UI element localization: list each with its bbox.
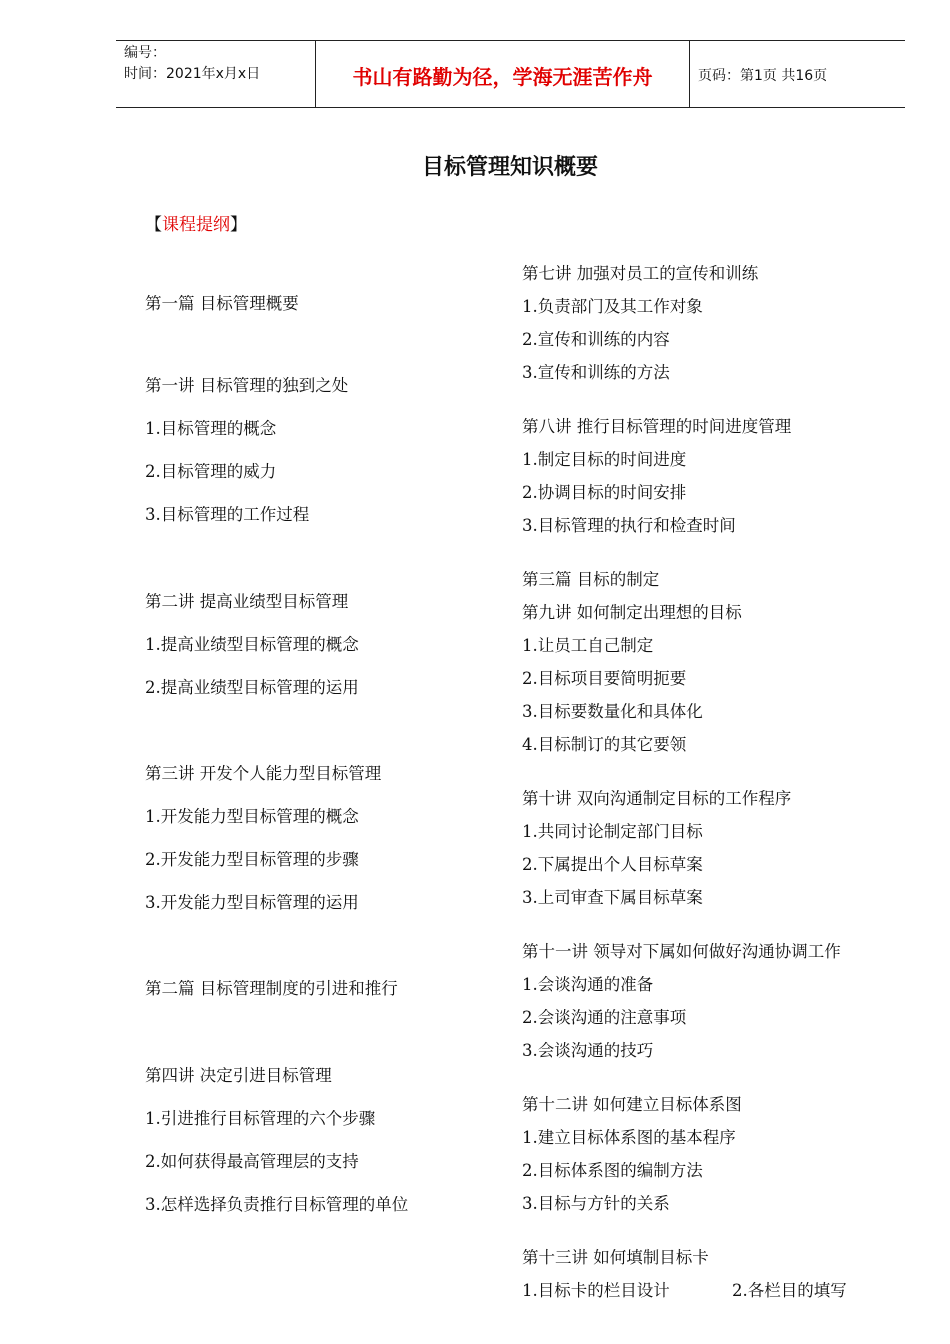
- list-item: 1.建立目标体系图的基本程序: [522, 1128, 736, 1147]
- lecture-heading: 第十一讲 领导对下属如何做好沟通协调工作: [522, 942, 841, 961]
- outline-bracket-open: 【: [145, 215, 162, 235]
- lecture-heading: 第九讲 如何制定出理想的目标: [522, 603, 742, 622]
- outline-label: 课程提纲: [162, 215, 230, 235]
- lecture-heading: 第二讲 提高业绩型目标管理: [145, 592, 349, 611]
- lecture-heading: 第八讲 推行目标管理的时间进度管理: [522, 417, 792, 436]
- list-item: 4.目标制订的其它要领: [522, 735, 687, 754]
- list-item: 1.引进推行目标管理的六个步骤: [145, 1109, 376, 1128]
- list-item: 1.共同讨论制定部门目标: [522, 822, 703, 841]
- list-item: 2.目标项目要简明扼要: [522, 669, 687, 688]
- outline-bracket-close: 】: [230, 215, 247, 235]
- list-item: 1.目标卡的栏目设计: [522, 1281, 670, 1300]
- header-divider: [689, 41, 690, 107]
- list-item: 3.目标与方针的关系: [522, 1194, 670, 1213]
- header-meta: [124, 43, 260, 85]
- part-heading: 第一篇 目标管理概要: [145, 294, 299, 313]
- lecture-heading: 第十三讲 如何填制目标卡: [522, 1248, 709, 1267]
- list-item: 3.目标要数量化和具体化: [522, 702, 703, 721]
- list-item: 1.让员工自己制定: [522, 636, 654, 655]
- list-item: 1.负责部门及其工作对象: [522, 297, 703, 316]
- page-counter: 页码：第1页 共16页: [698, 68, 828, 84]
- list-item: 1.制定目标的时间进度: [522, 450, 687, 469]
- outline-heading: [145, 210, 247, 235]
- list-item: 2.目标管理的威力: [145, 462, 277, 481]
- list-item: 3.会谈沟通的技巧: [522, 1041, 654, 1060]
- document-time-label: 时间：2021年x月x日: [124, 66, 261, 82]
- list-item: 1.目标管理的概念: [145, 419, 277, 438]
- list-item: 1.开发能力型目标管理的概念: [145, 807, 359, 826]
- document-number-label: 编号：: [124, 45, 166, 61]
- lecture-heading: 第四讲 决定引进目标管理: [145, 1066, 332, 1085]
- list-item: 3.目标管理的工作过程: [145, 505, 310, 524]
- header-motto: 书山有路勤为径，学海无涯苦作舟: [352, 65, 653, 89]
- list-item: 1.提高业绩型目标管理的概念: [145, 635, 359, 654]
- page-header: [116, 40, 905, 108]
- lecture-heading: 第一讲 目标管理的独到之处: [145, 376, 349, 395]
- list-item: 3.宣传和训练的方法: [522, 363, 670, 382]
- lecture-heading: 第十讲 双向沟通制定目标的工作程序: [522, 789, 792, 808]
- list-item: 1.会谈沟通的准备: [522, 975, 654, 994]
- part-heading: 第二篇 目标管理制度的引进和推行: [145, 979, 398, 998]
- list-item: 3.上司审查下属目标草案: [522, 888, 703, 907]
- list-item: 2.会谈沟通的注意事项: [522, 1008, 687, 1027]
- list-item: 3.怎样选择负责推行目标管理的单位: [145, 1195, 409, 1214]
- list-item: 2.目标体系图的编制方法: [522, 1161, 703, 1180]
- list-item: 2.提高业绩型目标管理的运用: [145, 678, 359, 697]
- list-item: 2.宣传和训练的内容: [522, 330, 670, 349]
- list-item: 3.目标管理的执行和检查时间: [522, 516, 736, 535]
- list-item: 3.开发能力型目标管理的运用: [145, 893, 359, 912]
- list-item: 2.协调目标的时间安排: [522, 483, 687, 502]
- part-heading: 第三篇 目标的制定: [522, 570, 660, 589]
- lecture-heading: 第三讲 开发个人能力型目标管理: [145, 764, 382, 783]
- list-item: 2.如何获得最高管理层的支持: [145, 1152, 359, 1171]
- list-item: 2.开发能力型目标管理的步骤: [145, 850, 359, 869]
- lecture-heading: 第七讲 加强对员工的宣传和训练: [522, 264, 759, 283]
- document-title: 目标管理知识概要: [421, 155, 598, 180]
- lecture-heading: 第十二讲 如何建立目标体系图: [522, 1095, 742, 1114]
- list-item: 2.各栏目的填写: [732, 1281, 847, 1300]
- list-item: 2.下属提出个人目标草案: [522, 855, 703, 874]
